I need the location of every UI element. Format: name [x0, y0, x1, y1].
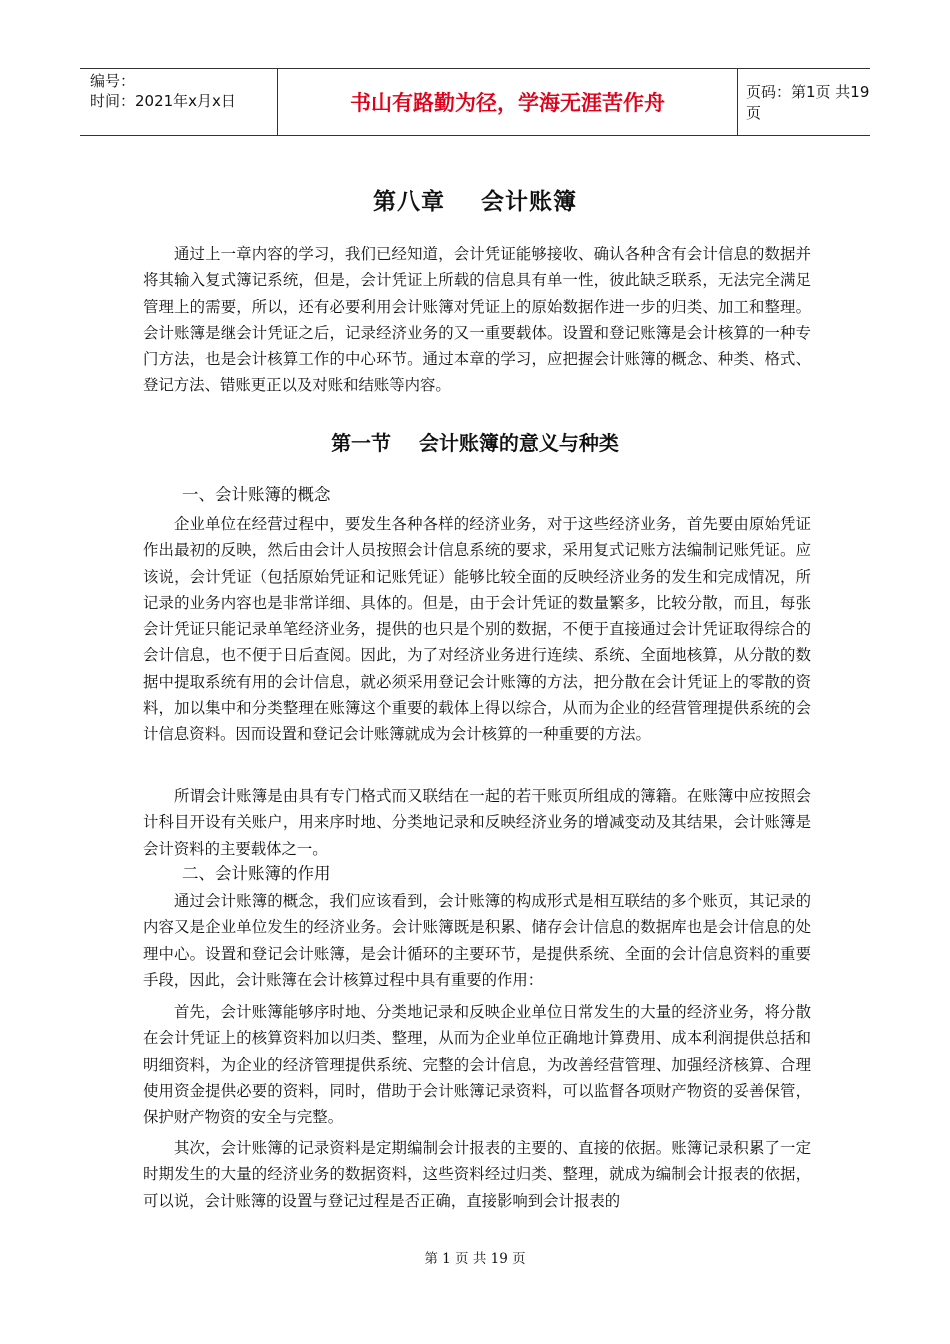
header-page-info: 页码：第1页 共19页	[746, 83, 870, 122]
header-meta	[80, 69, 278, 135]
intro-paragraph: 通过上一章内容的学习，我们已经知道，会计凭证能够接收、确认各种含有会计信息的数据并将其输入复式簿记系统，但是，会计凭证上所载的信息具有单一性，彼此缺乏联系，无法完全满足管理上的需要，所以，还有必要利用会计账簿对凭证上的原始数据作进一步的归类、加工和整理。会计账簿是继会计凭证之后，记录经济业务的又一重要载体。设置和登记账簿是会计核算的一种专门方法，也是会计核算工作的中心环节。通过本章的学习，应把握会计账簿的概念、种类、格式、登记方法、错账更正以及对账和结账等内容。	[143, 245, 811, 395]
page-header	[80, 68, 870, 136]
number-label: 编号：	[90, 72, 136, 90]
concept-paragraph-1: 企业单位在经营过程中，要发生各种各样的经济业务，对于这些经济业务，首先要由原始凭证作出最初的反映，然后由会计人员按照会计信息系统的要求，采用复式记账方法编制记账凭证。应该说，会计凭证（包括原始凭证和记账凭证）能够比较全面的反映经济业务的发生和完成情况，所记录的业务内容也是非常详细、具体的。但是，由于会计凭证的数量繁多，比较分散，而且，每张会计凭证只能记录单笔经济业务，提供的也只是个别的数据，不便于直接通过会计凭证取得综合的会计信息，也不便于日后查阅。因此，为了对经济业务进行连续、系统、全面地核算，从分散的数据中提取系统有用的会计信息，就必须采用登记会计账簿的方法，把分散在会计凭证上的零散的资料，加以集中和分类整理在账簿这个重要的载体上得以综合，从而为企业的经营管理提供系统的会计信息资料。因而设置和登记会计账簿就成为会计核算的一种重要的方法。	[143, 515, 811, 744]
concept-paragraph-2: 所谓会计账簿是由具有专门格式而又联结在一起的若干账页所组成的簿籍。在账簿中应按照会计科目开设有关账户，用来序时地、分类地记录和反映经济业务的增减变动及其结果，会计账簿是会计资料的主要载体之一。	[143, 787, 811, 858]
function-paragraph-2: 首先，会计账簿能够序时地、分类地记录和反映企业单位日常发生的大量的经济业务，将分散在会计凭证上的核算资料加以归类、整理，从而为企业单位正确地计算费用、成本利润提供总括和明细资料，为企业的经济管理提供系统、完整的会计信息，为改善经营管理、加强经济核算、合理使用资金提供必要的资料，同时，借助于会计账簿记录资料，可以监督各项财产物资的妥善保管，保护财产物资的安全与完整。	[143, 1003, 811, 1127]
date-label: 时间：2021年x月x日	[90, 92, 236, 110]
function-paragraph-3: 其次，会计账簿的记录资料是定期编制会计报表的主要的、直接的依据。账簿记录积累了一定时期发生的大量的经济业务的数据资料，这些资料经过归类、整理，就成为编制会计报表的依据，可以说，会计账簿的设置与登记过程是否正确，直接影响到会计报表的	[143, 1139, 811, 1210]
section-title: 第一节 会计账簿的意义与种类	[331, 431, 619, 455]
header-motto: 书山有路勤为径，学海无涯苦作舟	[278, 69, 738, 135]
page-footer: 第 1 页 共 19 页	[424, 1251, 526, 1267]
subheading-concept: 一、会计账簿的概念	[182, 485, 331, 504]
function-paragraph-1: 通过会计账簿的概念，我们应该看到，会计账簿的构成形式是相互联结的多个账页，其记录的内容又是企业单位发生的经济业务。会计账簿既是积累、储存会计信息的数据库也是会计信息的处理中心。设置和登记会计账簿，是会计循环的主要环节，是提供系统、全面的会计信息资料的重要手段，因此，会计账簿在会计核算过程中具有重要的作用：	[143, 892, 811, 989]
chapter-title: 第八章 会计账簿	[372, 189, 578, 215]
subheading-function: 二、会计账簿的作用	[182, 864, 331, 883]
